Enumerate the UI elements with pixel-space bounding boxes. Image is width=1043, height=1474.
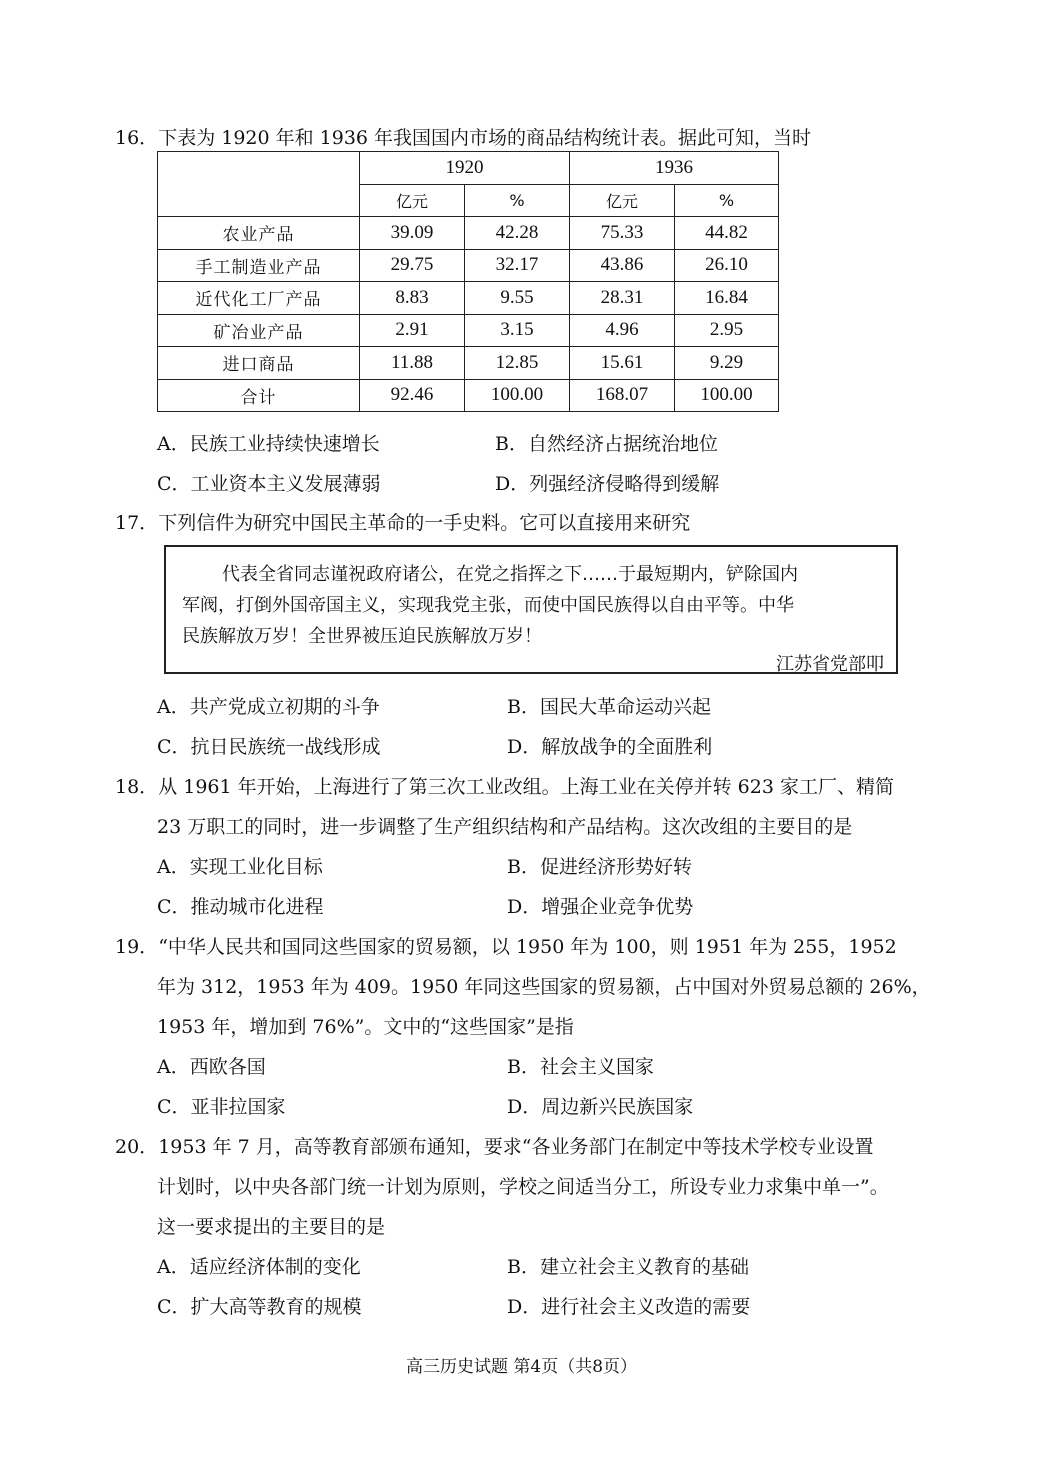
q17-number: 17． [115, 512, 159, 534]
table-row [158, 347, 779, 380]
q18-stem-line-2: 23 万职工的同时，进一步调整了生产组织结构和产品结构。这次改组的主要目的是 [157, 816, 853, 838]
table-corner-cell [158, 152, 360, 217]
q17-letter-quote [164, 545, 898, 674]
cell: 92.46 [360, 379, 465, 412]
q16-number: 16． [115, 127, 159, 149]
cell: 12.85 [465, 347, 570, 380]
cell: 39.09 [360, 217, 465, 250]
cell: 100.00 [675, 379, 779, 412]
q16-option-a[interactable]: A．民族工业持续快速增长 [157, 433, 380, 455]
table-row [158, 249, 779, 282]
q19-option-b[interactable]: B．社会主义国家 [507, 1056, 654, 1078]
q16-option-c[interactable]: C．工业资本主义发展薄弱 [157, 473, 381, 495]
row-label: 农业产品 [158, 217, 360, 250]
q16-stem-text: 下表为 1920 年和 1936 年我国国内市场的商品结构统计表。据此可知，当时 [158, 127, 812, 149]
cell: 9.29 [675, 347, 779, 380]
q19-option-d[interactable]: D．周边新兴民族国家 [507, 1096, 694, 1118]
row-label: 合计 [158, 379, 360, 412]
q17-option-a[interactable]: A．共产党成立初期的斗争 [157, 696, 380, 718]
cell: 8.83 [360, 282, 465, 315]
q16-option-d[interactable]: D．列强经济侵略得到缓解 [495, 473, 720, 495]
row-label: 进口商品 [158, 347, 360, 380]
cell: 32.17 [465, 249, 570, 282]
cell: 44.82 [675, 217, 779, 250]
q20-number: 20． [115, 1136, 159, 1158]
cell: 4.96 [570, 314, 675, 347]
q16-option-b[interactable]: B．自然经济占据统治地位 [495, 433, 718, 455]
cell: 43.86 [570, 249, 675, 282]
q17-option-d[interactable]: D．解放战争的全面胜利 [507, 736, 713, 758]
q20-text-1: 1953 年 7 月，高等教育部颁布通知，要求“各业务部门在制定中等技术学校专业设置 [158, 1136, 874, 1158]
quote-line-2: 军阀，打倒外国帝国主义，实现我党主张，而使中国民族得以自由平等。中华 [182, 595, 794, 616]
q20-stem-line-1 [115, 1132, 873, 1159]
quote-signature: 江苏省党部叩 [776, 654, 884, 675]
cell: 100.00 [465, 379, 570, 412]
q19-stem-line-2: 年为 312，1953 年为 409。1950 年同这些国家的贸易额，占中国对外贸易总额的 26%， [157, 976, 931, 998]
cell: 9.55 [465, 282, 570, 315]
table-row [158, 314, 779, 347]
cell: 3.15 [465, 314, 570, 347]
table-row [158, 217, 779, 250]
cell: 2.95 [675, 314, 779, 347]
q18-option-d[interactable]: D．增强企业竞争优势 [507, 896, 694, 918]
q19-text-1: “中华人民共和国同这些国家的贸易额，以 1950 年为 100，则 1951 年为 255，1952 [158, 936, 897, 958]
cell: 11.88 [360, 347, 465, 380]
cell: 75.33 [570, 217, 675, 250]
q20-option-c[interactable]: C．扩大高等教育的规模 [157, 1296, 362, 1318]
q19-stem-line-1 [115, 932, 897, 959]
q19-option-a[interactable]: A．西欧各国 [157, 1056, 266, 1078]
q18-option-a[interactable]: A．实现工业化目标 [157, 856, 323, 878]
q18-stem-line-1 [115, 772, 894, 799]
q16-stem [115, 123, 811, 150]
table-unit-yuan-1920: 亿元 [360, 184, 465, 217]
page-footer: 高三历史试题 第4页（共8页） [405, 1357, 638, 1377]
q20-option-d[interactable]: D．进行社会主义改造的需要 [507, 1296, 751, 1318]
table-unit-pct-1920: % [465, 184, 570, 217]
row-label: 手工制造业产品 [158, 249, 360, 282]
table-row-total [158, 379, 779, 412]
q16-stats-table [157, 151, 779, 412]
q18-number: 18． [115, 776, 159, 798]
q18-text-1: 从 1961 年开始，上海进行了第三次工业改组。上海工业在关停并转 623 家工厂、精简 [158, 776, 894, 798]
cell: 2.91 [360, 314, 465, 347]
q18-option-b[interactable]: B．促进经济形势好转 [507, 856, 692, 878]
table-row [158, 282, 779, 315]
cell: 26.10 [675, 249, 779, 282]
quote-line-3: 民族解放万岁！全世界被压迫民族解放万岁！ [182, 626, 542, 647]
q17-stem-text: 下列信件为研究中国民主革命的一手史料。它可以直接用来研究 [158, 512, 691, 534]
cell: 29.75 [360, 249, 465, 282]
table-year-1936: 1936 [570, 152, 779, 185]
q19-option-c[interactable]: C．亚非拉国家 [157, 1096, 286, 1118]
cell: 42.28 [465, 217, 570, 250]
q19-number: 19． [115, 936, 159, 958]
q20-stem-line-3: 这一要求提出的主要目的是 [157, 1216, 386, 1238]
q17-option-c[interactable]: C．抗日民族统一战线形成 [157, 736, 381, 758]
q20-option-b[interactable]: B．建立社会主义教育的基础 [507, 1256, 749, 1278]
cell: 28.31 [570, 282, 675, 315]
table-unit-yuan-1936: 亿元 [570, 184, 675, 217]
table-header-years [158, 152, 779, 185]
table-unit-pct-1936: % [675, 184, 779, 217]
cell: 15.61 [570, 347, 675, 380]
q18-option-c[interactable]: C．推动城市化进程 [157, 896, 324, 918]
q20-stem-line-2: 计划时，以中央各部门统一计划为原则，学校之间适当分工，所设专业力求集中单一”。 [157, 1176, 889, 1198]
row-label: 矿冶业产品 [158, 314, 360, 347]
q19-stem-line-3: 1953 年，增加到 76%”。文中的“这些国家”是指 [157, 1016, 574, 1038]
table-year-1920: 1920 [360, 152, 570, 185]
quote-line-1: 代表全省同志谨祝政府诸公，在党之指挥之下……于最短期内，铲除国内 [222, 564, 798, 585]
row-label: 近代化工厂产品 [158, 282, 360, 315]
q17-stem [115, 508, 690, 535]
q20-option-a[interactable]: A．适应经济体制的变化 [157, 1256, 361, 1278]
q17-option-b[interactable]: B．国民大革命运动兴起 [507, 696, 711, 718]
cell: 16.84 [675, 282, 779, 315]
cell: 168.07 [570, 379, 675, 412]
